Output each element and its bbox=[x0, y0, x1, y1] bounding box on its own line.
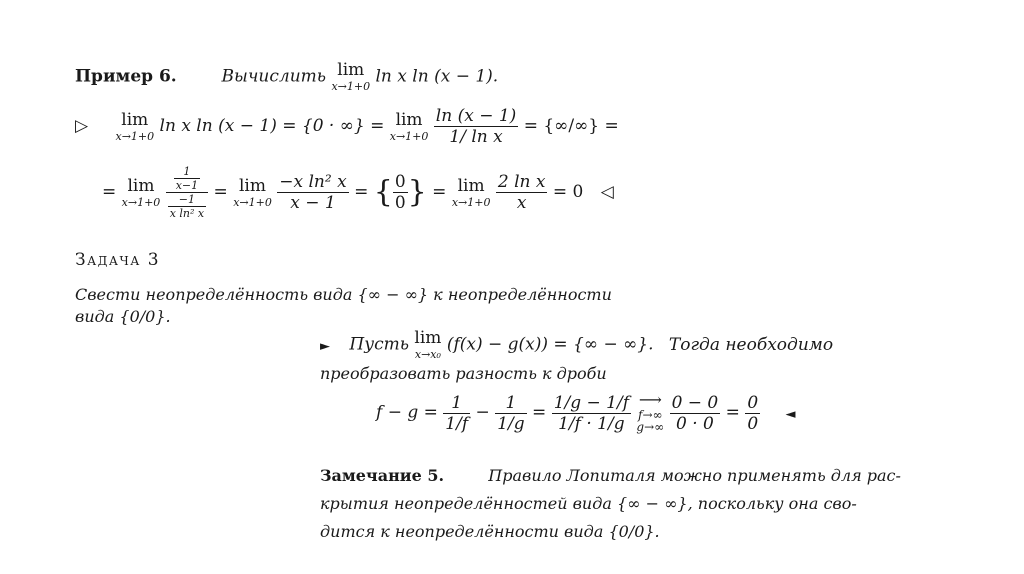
fraction: $\frac{\ln (x - 1)}{\text{1/ ln x}}$ bbox=[435, 106, 517, 147]
limit: lim x→1+0 bbox=[233, 175, 272, 209]
fraction: $\frac{\text{2 ln x}}{x}$ bbox=[497, 172, 546, 213]
fraction: $\frac{1}{1/f}$ bbox=[445, 392, 469, 434]
expression: ln x ln (x − 1) = {0 · ∞} = bbox=[159, 116, 385, 136]
example-task: Вычислить bbox=[221, 66, 327, 87]
remark-line-2: крытия неопределённостей вида {∞ − ∞}, поскольку она сво- bbox=[320, 494, 857, 513]
task-text-line-2: вида {0/0}. bbox=[75, 307, 171, 326]
example-limit: lim x→1+0 bbox=[331, 60, 371, 93]
solution-line-1 bbox=[75, 106, 619, 147]
limit-arrow: ⟶ f→∞ g→∞ bbox=[636, 390, 665, 435]
block-line-2: преобразовать разность к дроби bbox=[320, 364, 607, 383]
limit: lim x→x₀ bbox=[414, 328, 442, 361]
task-heading: Задача 3 bbox=[75, 250, 161, 270]
solution-line-2: = lim x→1+0 $\frac{\frac{1}{x-1}}{\frac{-1}{\text{x ln² x}}}$ = lim x→1+0 $\frac{\text{−x ln² x}}{x - 1}$ = { $\frac{0}{0}$ } = lim x→1+0 $\frac{\text{2 ln x}}{x}$ = 0 ◁ bbox=[102, 165, 614, 220]
solution-open-marker: ▷ bbox=[75, 116, 89, 136]
block-line-1: ► Пусть lim x→x₀ (f(x) − g(x)) = {∞ − ∞}. Тогда необходимо bbox=[320, 328, 834, 361]
limit: lim x→1+0 bbox=[389, 109, 429, 143]
remark-label: Замечание 5. bbox=[320, 466, 445, 485]
indeterminate-form: $\frac{0}{0}$ bbox=[394, 172, 406, 213]
limit: lim x→1+0 bbox=[121, 175, 161, 209]
example-label: Пример 6. bbox=[75, 66, 177, 87]
end-marker-icon: ◄ bbox=[785, 406, 796, 422]
limit: lim x→1+0 bbox=[451, 175, 491, 209]
fraction: $\frac{\text{−x ln² x}}{x - 1}$ bbox=[279, 172, 347, 213]
example-line bbox=[75, 62, 498, 92]
solution-close-marker: ◁ bbox=[600, 182, 614, 202]
fraction: $\frac{1/g - 1/f}{1/f \cdot 1/g}$ bbox=[553, 392, 630, 434]
fraction: $\frac{0 - 0}{0 \cdot 0}$ bbox=[671, 392, 719, 434]
nested-fraction: $\frac{\frac{1}{x-1}}{\frac{-1}{\text{x ln² x}}}$ bbox=[166, 165, 208, 220]
expression-tail: = {∞/∞} = bbox=[523, 116, 619, 136]
remark-line-1: Замечание 5. Правило Лопиталя можно применять для рас- bbox=[320, 466, 901, 485]
example-expression: ln x ln (x − 1). bbox=[375, 66, 499, 87]
fraction: $\frac{1}{1/g}$ bbox=[497, 392, 525, 434]
fraction: $\frac{0}{0}$ bbox=[747, 392, 759, 434]
difference-formula: f − g = $\frac{1}{1/f}$ − $\frac{1}{1/g}$ = $\frac{1/g - 1/f}{1/f \cdot 1/g}$ ⟶ f→∞ g→∞ $\frac{0 - 0}{0 \cdot 0}$ = $\frac{0}{0}$ ◄ bbox=[376, 390, 796, 435]
task-text-line-1: Свести неопределённость вида {∞ − ∞} к неопределённости bbox=[75, 285, 612, 304]
triangle-marker-icon: ► bbox=[320, 338, 330, 354]
remark-line-3: дится к неопределённости вида {0/0}. bbox=[320, 522, 660, 541]
limit: lim x→1+0 bbox=[115, 109, 155, 143]
